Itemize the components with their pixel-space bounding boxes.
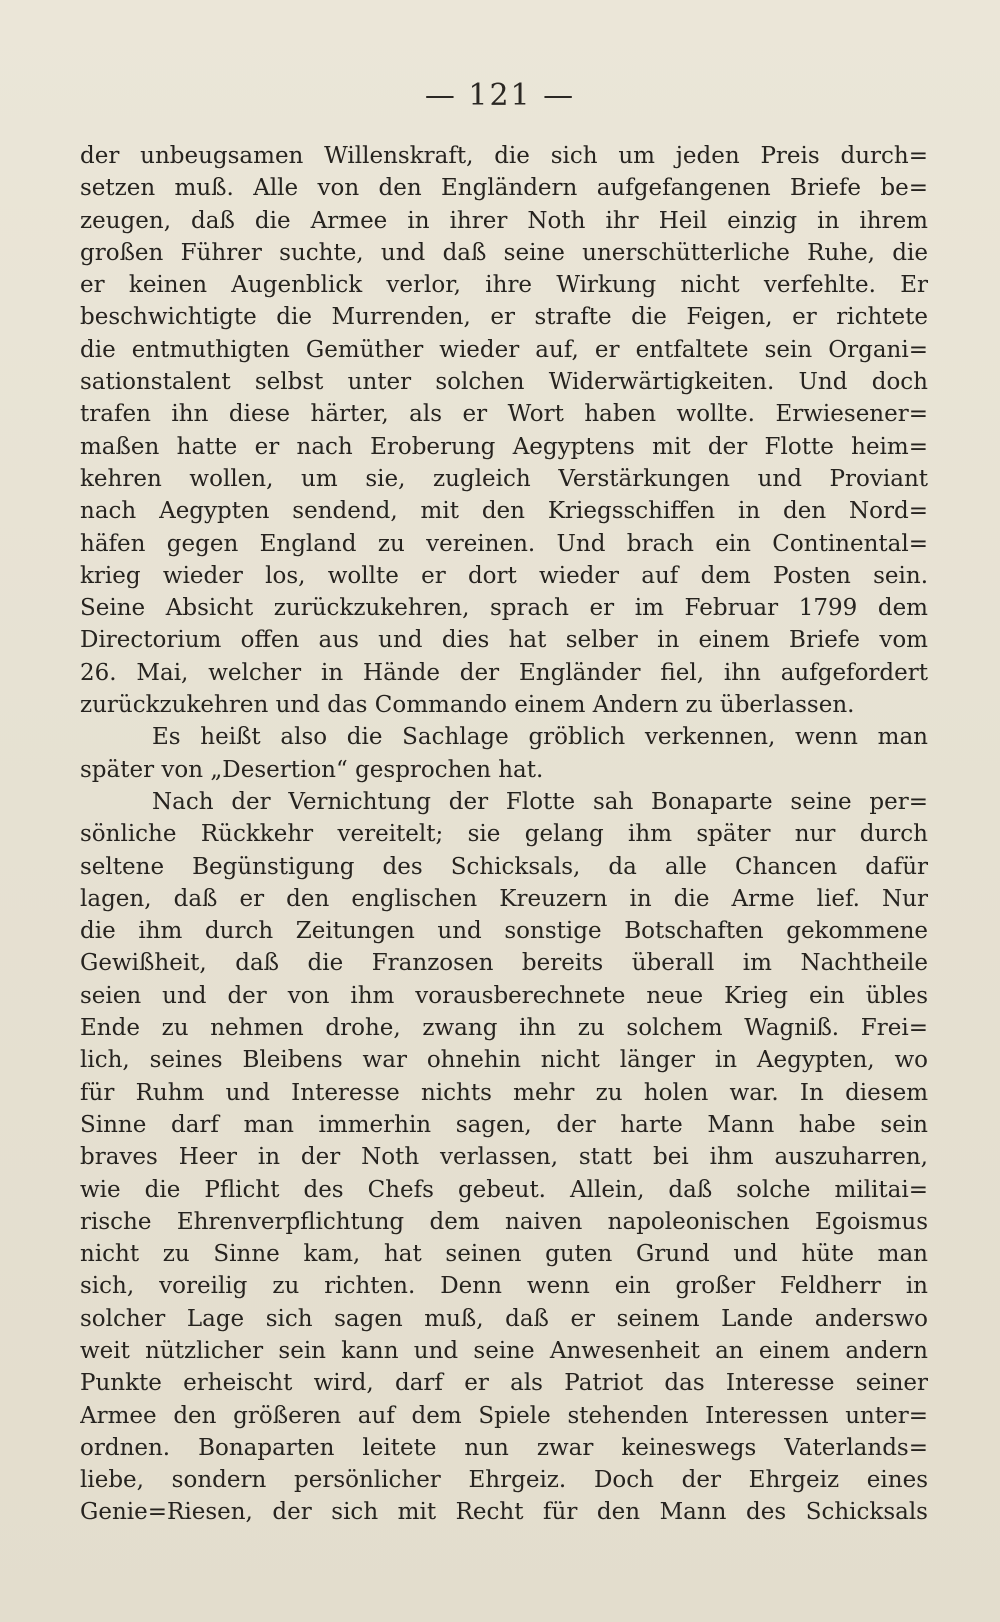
text-line: später von „Desertion“ gesprochen hat. [80,756,544,783]
text-line: nicht zu Sinne kam, hat seinen guten Grund und hüte man [80,1241,928,1268]
text-line: häfen gegen England zu vereinen. Und brach ein Continental= [80,530,928,557]
text-line: Armee den größeren auf dem Spiele stehenden Interessen unter= [80,1402,928,1429]
text-line: zeugen, daß die Armee in ihrer Noth ihr Heil einzig in ihrem [80,207,928,234]
text-line: sönliche Rückkehr vereitelt; sie gelang ihm später nur durch [80,821,928,848]
text-line: rische Ehrenverpflichtung dem naiven napoleonischen Egoismus [80,1208,928,1235]
text-line: wie die Pflicht des Chefs gebeut. Allein, daß solche militai= [80,1176,928,1203]
text-line: Nach der Vernichtung der Flotte sah Bonaparte seine per= [152,788,928,815]
text-line: großen Führer suchte, und daß seine unerschütterliche Ruhe, die [80,239,928,266]
page-number: — 121 — [424,78,576,113]
text-line: Genie=Riesen, der sich mit Recht für den Mann des Schicksals [80,1499,928,1526]
text-line: trafen ihn diese härter, als er Wort haben wollte. Erwiesener= [80,401,928,428]
text-line: Gewißheit, daß die Franzosen bereits überall im Nachtheile [80,950,928,977]
text-line: setzen muß. Alle von den Engländern aufgefangenen Briefe be= [80,175,928,202]
text-line: sich, voreilig zu richten. Denn wenn ein großer Feldherr in [80,1273,928,1300]
text-line: kehren wollen, um sie, zugleich Verstärkungen und Proviant [80,465,928,492]
text-line: der unbeugsamen Willenskraft, die sich um jeden Preis durch= [80,143,928,169]
text-line: solcher Lage sich sagen muß, daß er seinem Lande anderswo [80,1305,928,1332]
text-line: maßen hatte er nach Eroberung Aegyptens mit der Flotte heim= [80,433,928,460]
text-line: Seine Absicht zurückzukehren, sprach er im Februar 1799 dem [80,595,928,622]
text-line: liebe, sondern persönlicher Ehrgeiz. Doch der Ehrgeiz eines [80,1467,928,1494]
text-line: Ende zu nehmen drohe, zwang ihn zu solchem Wagniß. Frei= [80,1015,928,1042]
text-line: zurückzukehren und das Commando einem Andern zu überlassen. [80,692,855,719]
text-line: die ihm durch Zeitungen und sonstige Botschaften gekommene [80,918,928,945]
text-line: Directorium offen aus und dies hat selber in einem Briefe vom [80,627,928,654]
text-line: krieg wieder los, wollte er dort wieder auf dem Posten sein. [80,562,928,589]
text-line: seltene Begünstigung des Schicksals, da alle Chancen dafür [80,853,928,880]
text-line: 26. Mai, welcher in Hände der Engländer fiel, ihn aufgefordert [80,659,928,686]
text-line: seien und der von ihm vorausberechnete neue Krieg ein übles [80,982,928,1009]
text-line: sationstalent selbst unter solchen Widerwärtigkeiten. Und doch [80,369,928,396]
text-line: er keinen Augenblick verlor, ihre Wirkung nicht verfehlte. Er [80,272,928,299]
text-line: Es heißt also die Sachlage gröblich verkennen, wenn man [152,724,928,751]
text-line: für Ruhm und Interesse nichts mehr zu holen war. In diesem [80,1079,928,1106]
text-line: die entmuthigten Gemüther wieder auf, er entfaltete sein Organi= [80,336,928,363]
text-line: weit nützlicher sein kann und seine Anwesenheit an einem andern [80,1337,928,1364]
text-line: ordnen. Bonaparten leitete nun zwar keineswegs Vaterlands= [80,1434,928,1461]
text-line: beschwichtigte die Murrenden, er strafte die Feigen, er richtete [80,304,928,331]
text-line: nach Aegypten sendend, mit den Kriegsschiffen in den Nord= [80,498,928,525]
text-line: braves Heer in der Noth verlassen, statt bei ihm auszuharren, [80,1144,928,1171]
text-line: lich, seines Bleibens war ohnehin nicht länger in Aegypten, wo [80,1047,928,1074]
text-line: lagen, daß er den englischen Kreuzern in die Arme lief. Nur [80,885,928,912]
body-text [80,140,928,1529]
text-line: Sinne darf man immerhin sagen, der harte Mann habe sein [80,1111,928,1138]
text-line: Punkte erheischt wird, darf er als Patriot das Interesse seiner [80,1370,928,1397]
